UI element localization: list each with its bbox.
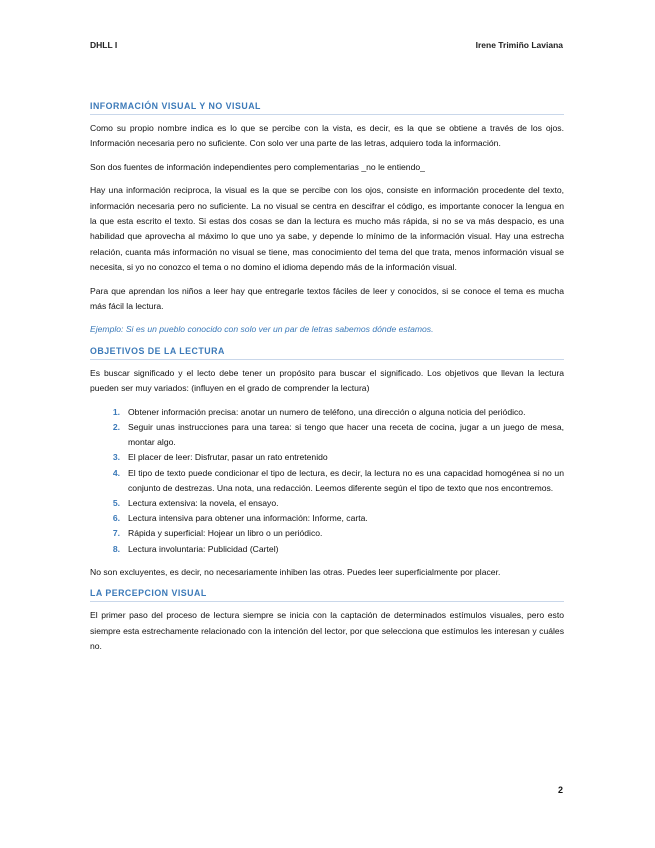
list-text: Lectura involuntaria: Publicidad (Cartel) [128, 543, 279, 554]
list-item [90, 542, 564, 557]
page-number: 2 [557, 785, 563, 795]
header-course: DHLL I [90, 40, 118, 50]
paragraph: El primer paso del proceso de lectura siempre se inicia con la captación de determinados estímulos visuales, pero esto siempre esta estrechamente relacionado con la intención del lector, por que selecciona que estímulos les interesan y cuáles no. [90, 610, 564, 651]
list-text: El placer de leer: Disfrutar, pasar un rato entretenido [128, 452, 328, 463]
list-item [90, 496, 564, 511]
header-author: Irene Trimiño Laviana [475, 40, 563, 50]
list-text: Rápida y superficial: Hojear un libro o un periódico. [128, 528, 323, 539]
list-item [90, 405, 564, 420]
paragraph: Como su propio nombre indica es lo que se percibe con la vista, es decir, es la que se obtiene a través de los ojos. Información necesaria pero no suficiente. Con solo ver una parte de las letras, adquiero toda la información. [90, 123, 564, 149]
list-text: El tipo de texto puede condicionar el tipo de lectura, es decir, la lectura no es una capacidad homogénea si no un conjunto de destrezas. Una nota, una redacción. Leemos diferente según el tipo de texto que nos encontremos. [128, 467, 564, 493]
list-number: 2. [112, 421, 120, 432]
list-number: 4. [112, 467, 120, 478]
list-text: Lectura intensiva para obtener una información: Informe, carta. [128, 513, 368, 524]
list-item [90, 466, 564, 496]
section-heading-objectives: OBJETIVOS DE LA LECTURA [90, 346, 564, 360]
paragraph: Para que aprendan los niños a leer hay que entregarle textos fáciles de leer y conocidos, si se conoce el tema es mucha más fácil la lectura. [90, 285, 564, 312]
list-number: 6. [112, 513, 120, 524]
list-number: 7. [112, 528, 120, 539]
paragraph: Es buscar significado y el lecto debe tener un propósito para buscar el significado. Los objetivos que llevan la lectura pueden ser muy variados: (influyen en el grado de comprender la lectura) [90, 367, 564, 394]
list-text: Seguir unas instrucciones para una tarea: si tengo que hacer una receta de cocina, jugar a un juego de mesa, montar algo. [128, 421, 564, 448]
list-number: 1. [112, 406, 120, 417]
page-content [90, 101, 564, 654]
list-number: 8. [112, 543, 120, 554]
list-item [90, 526, 564, 541]
section-heading-visual: INFORMACIÓN VISUAL Y NO VISUAL [90, 101, 564, 115]
example-text: Ejemplo: Si es un pueblo conocido con solo ver un par de letras sabemos dónde estamos. [90, 324, 434, 335]
list-number: 3. [112, 452, 120, 463]
list-item [90, 450, 564, 465]
list-text: Obtener información precisa: anotar un numero de teléfono, una dirección o alguna noticia del periódico. [128, 406, 526, 417]
list-item [90, 420, 564, 450]
paragraph: No son excluyentes, es decir, no necesariamente inhiben las otras. Puedes leer superficialmente por placer. [90, 566, 501, 577]
paragraph: Hay una información reciproca, la visual es la que se percibe con los ojos, consiste en información procedente del texto, información necesaria pero no suficiente. La no visual se centra en descifrar el código, es importante conocer la lengua en la que esta escrito el texto. Si estas dos cosas se dan la lectura es mucho más rápida, si no se va más despacio, es una habilidad que aprovecha al máximo lo que uno ya sabe, y depende lo mínimo de la información visual. Hay una estrecha relación, cuanta más información no visual se tiene, mas conocimiento del tema del que trata, menos información visual se necesita, si yo no conozco el tema o no domino el idioma dependo más de la información visual. [90, 185, 564, 273]
section-heading-perception: LA PERCEPCION VISUAL [90, 588, 564, 602]
list-item [90, 511, 564, 526]
list-text: Lectura extensiva: la novela, el ensayo. [128, 497, 279, 508]
list-number: 5. [112, 497, 120, 508]
objectives-list [90, 405, 564, 557]
paragraph: Son dos fuentes de información independientes pero complementarias _no le entiendo_ [90, 161, 425, 172]
